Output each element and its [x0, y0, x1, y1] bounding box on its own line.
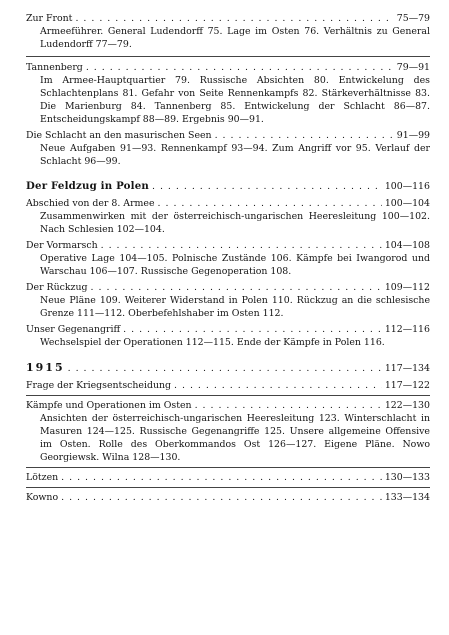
- dot-leader: [61, 491, 382, 504]
- toc-entry-masurische-seen: [26, 129, 430, 168]
- entry-title: Zur Front: [26, 13, 73, 24]
- dot-leader: [75, 12, 393, 25]
- toc-entry-kaempfe-osten: [26, 399, 430, 464]
- entry-pages: 100—104: [384, 198, 430, 209]
- section-heading-polen: [26, 180, 430, 193]
- toc-entry-tannenberg: [26, 61, 430, 126]
- entry-title: Frage der Kriegsentscheidung: [26, 380, 172, 391]
- toc-entry-kowno: [26, 491, 430, 504]
- entry-pages: 130—133: [384, 472, 430, 483]
- divider: [26, 395, 430, 396]
- toc-entry-gegenangriff: [26, 323, 430, 349]
- entry-pages: 117—122: [384, 380, 430, 391]
- entry-description: Neue Pläne 109. Weiterer Widerstand in Polen 110. Rückzug an die schlesische Grenze 111—112. Oberbefehlshaber im Osten 112.: [40, 295, 430, 319]
- table-of-contents: [26, 12, 430, 504]
- divider: [26, 56, 430, 57]
- toc-entry-rueckzug: [26, 281, 430, 320]
- entry-pages: 109—112: [384, 282, 430, 293]
- entry-pages: 79—91: [396, 62, 430, 73]
- dot-leader: [86, 61, 394, 74]
- entry-title: Der Rückzug: [26, 282, 88, 293]
- entry-pages: 133—134: [384, 492, 430, 503]
- entry-title: Der Vormarsch: [26, 240, 98, 251]
- dot-leader: [123, 323, 382, 336]
- entry-pages: 112—116: [384, 324, 430, 335]
- section-pages: 100—116: [384, 181, 430, 192]
- toc-entry-abschied: [26, 197, 430, 236]
- dot-leader: [61, 471, 382, 484]
- entry-description: Armeeführer. General Ludendorff 75. Lage im Osten 76. Verhältnis zu General Ludendorff 77—79.: [40, 26, 430, 50]
- entry-description: Zusammenwirken mit der österreichisch-ungarischen Heeresleitung 100—102. Nach Schlesien 102—104.: [40, 211, 430, 235]
- entry-description: Ansichten der österreichisch-ungarischen Heeresleitung 123. Winterschlacht in Masuren 124—125. Russische Gegenangriffe 125. Unsere allgemeine Offensive im Osten. Rolle des Oberkommandos Ost 126—127. Eigene Pläne. Nowo Georgiewsk. Wilna 128—130.: [40, 413, 430, 463]
- entry-title: Unser Gegenangriff: [26, 324, 121, 335]
- entry-description: Wechselspiel der Operationen 112—115. Ende der Kämpfe in Polen 116.: [40, 337, 385, 348]
- section-pages: 117—134: [384, 363, 430, 374]
- dot-leader: [215, 129, 394, 142]
- dot-leader: [68, 362, 382, 375]
- dot-leader: [195, 399, 382, 412]
- entry-pages: 91—99: [396, 130, 430, 141]
- section-title: Der Feldzug in Polen: [26, 180, 150, 192]
- dot-leader: [91, 281, 382, 294]
- divider: [26, 467, 430, 468]
- entry-pages: 104—108: [384, 240, 430, 251]
- toc-entry-kriegsentscheidung: [26, 379, 430, 392]
- divider: [26, 487, 430, 488]
- dot-leader: [174, 379, 382, 392]
- entry-title: Abschied von der 8. Armee: [26, 198, 155, 209]
- entry-title: Kowno: [26, 492, 59, 503]
- dot-leader: [152, 180, 382, 193]
- entry-pages: 122—130: [384, 400, 430, 411]
- dot-leader: [101, 239, 382, 252]
- toc-entry-zur-front: [26, 12, 430, 51]
- entry-title: Die Schlacht an den masurischen Seen: [26, 130, 212, 141]
- section-title: 1915: [26, 361, 65, 374]
- dot-leader: [158, 197, 382, 210]
- section-heading-1915: [26, 361, 430, 375]
- entry-pages: 75—79: [396, 13, 430, 24]
- toc-entry-loetzen: [26, 471, 430, 484]
- toc-entry-vormarsch: [26, 239, 430, 278]
- entry-description: Im Armee-Hauptquartier 79. Russische Absichten 80. Entwickelung des Schlachtenplans 81. Gefahr von Seite Rennenkampfs 82. Stärkeverhältnisse 83. Die Marienburg 84. Tannenberg 85. Entwickelung der Schlacht 86—87. Entscheidungskampf 88—89. Ergebnis 90—91.: [40, 75, 430, 125]
- entry-title: Kämpfe und Operationen im Osten: [26, 400, 192, 411]
- entry-description: Neue Aufgaben 91—93. Rennenkampf 93—94. Zum Angriff vor 95. Verlauf der Schlacht 96—99.: [40, 143, 430, 167]
- entry-description: Operative Lage 104—105. Polnische Zustände 106. Kämpfe bei Iwangorod und Warschau 106—107. Russische Gegenoperation 108.: [40, 253, 430, 277]
- entry-title: Tannenberg: [26, 62, 83, 73]
- entry-title: Lötzen: [26, 472, 59, 483]
